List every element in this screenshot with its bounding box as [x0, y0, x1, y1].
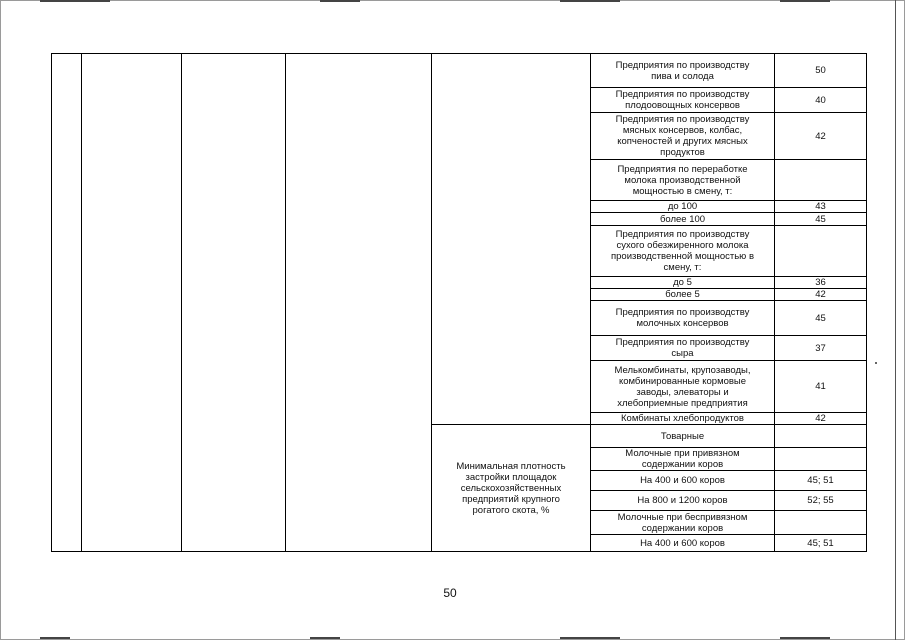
scan-mark [310, 637, 340, 639]
scan-mark [560, 637, 620, 639]
row-label: Предприятия по производству пива и солода [615, 59, 750, 82]
row-value: 52; 55 [807, 495, 834, 506]
table-column-line [81, 53, 82, 552]
row-label: На 400 и 600 коров [640, 475, 725, 486]
row-value: 36 [815, 277, 826, 288]
scan-mark [320, 0, 360, 2]
row-label: Предприятия по производству сыра [615, 337, 750, 359]
row-value: 45 [815, 312, 826, 324]
row-label: более 100 [659, 213, 706, 225]
row-label: Предприятия по переработке молока производственной мощностью в смену, т: [617, 163, 748, 197]
row-label: до 100 [667, 201, 698, 212]
table-column-line [181, 53, 182, 552]
row-value: 45; 51 [807, 475, 834, 486]
row-value: 42 [815, 289, 826, 300]
page-number: 50 [443, 586, 457, 600]
row-value: 45; 51 [807, 537, 834, 549]
scan-mark [780, 0, 830, 2]
row-label: Предприятия по производству мясных консервов, колбас, копченостей и других мясных продуктов [615, 114, 750, 158]
row-label: Предприятия по производству сухого обезжиренного молока производственной мощностью в смену, т: [610, 229, 754, 273]
row-label: На 400 и 600 коров [640, 537, 725, 549]
row-label: Комбинаты хлебопродуктов [621, 413, 744, 424]
row-label: более 5 [665, 289, 700, 300]
table-bottom-border [51, 551, 867, 552]
row-label: Молочные при беспривязном содержании коров [617, 511, 748, 534]
right-edge-rule [895, 0, 896, 640]
row-value [775, 448, 866, 470]
row-value: 37 [815, 342, 826, 354]
scan-mark [40, 637, 70, 639]
row-value: 42 [815, 413, 826, 424]
scan-mark [40, 0, 110, 2]
row-value: 50 [815, 65, 826, 76]
scan-speck [875, 362, 877, 364]
row-value: 43 [815, 201, 826, 212]
scan-mark [560, 0, 620, 2]
row-label: Предприятия по производству плодоовощных консервов [615, 89, 750, 111]
row-label: На 800 и 1200 коров [637, 495, 728, 506]
row-value: 40 [815, 94, 826, 106]
row-value: 45 [815, 213, 826, 225]
row-value [775, 425, 866, 447]
scan-mark [780, 637, 830, 639]
row-label: до 5 [673, 277, 692, 288]
row-value [775, 160, 866, 200]
row-value [775, 511, 866, 534]
row-label: Мелькомбинаты, крупозаводы, комбинированные кормовые заводы, элеваторы и хлебоприемные предприятия [614, 364, 751, 409]
table-column-line [866, 53, 867, 552]
row-value [775, 226, 866, 276]
row-label: Предприятия по производству молочных консервов [615, 307, 750, 329]
row-value: 42 [815, 130, 826, 142]
row-value: 41 [815, 381, 826, 392]
table-column-line [285, 53, 286, 552]
section-label: Минимальная плотность застройки площадок сельскохозяйственных предприятий крупного рогатого скота, % [456, 460, 566, 516]
row-label: Молочные при привязном содержании коров [625, 448, 740, 470]
row-label: Товарные [660, 430, 705, 442]
table-column-line [51, 53, 52, 552]
